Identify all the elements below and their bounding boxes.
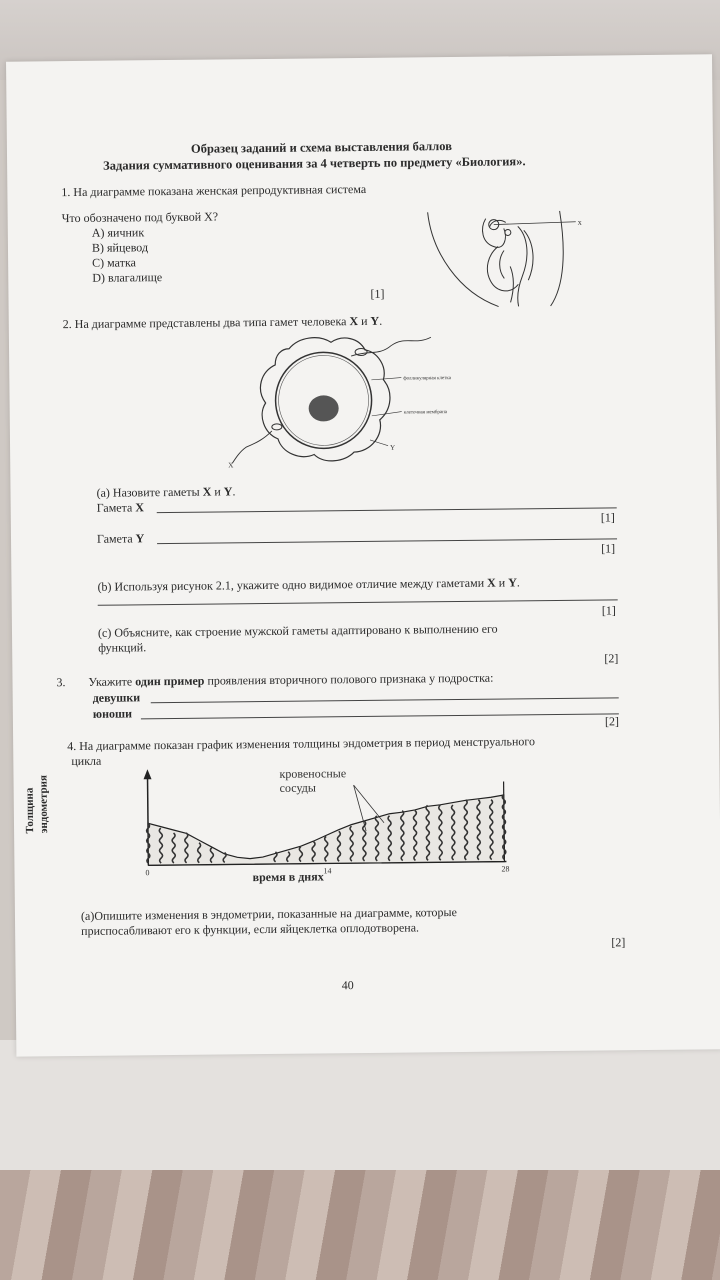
q1-diagram-label-x: x (577, 217, 582, 227)
chart-y-axis-arrow (143, 769, 151, 779)
q1-option-d: D) влагалище (92, 270, 163, 285)
q2c-text: (c) Объясните, как строение мужской гаметы адаптировано к выполнению его (97, 621, 498, 640)
chart-x-tick-label: 28 (501, 864, 510, 874)
gamete-x-answer-line[interactable] (157, 507, 617, 513)
paper-sheet-below (0, 1040, 720, 1180)
chart-annotation-line-1: кровеносные (279, 766, 347, 781)
q2b-answer-line[interactable] (98, 599, 618, 605)
q1-option-a: A) яичник (91, 225, 145, 240)
chart-ylabel-line-2: эндометрия (37, 775, 51, 834)
label-follicular-cell: фолликулярная клетка (403, 376, 452, 382)
gametes-diagram (219, 329, 480, 472)
egg-nucleus (309, 395, 339, 421)
chart-ylabel-line-1: Толщина (23, 787, 37, 834)
reproductive-system-diagram (418, 206, 599, 313)
gamete-y-label: Гамета Y (96, 531, 145, 546)
q4-title: 4. На диаграмме показан график изменения толщины эндометрия в период менструального (67, 734, 536, 754)
label-y: Y (390, 443, 396, 452)
header-line-2: Задания суммативного оценивания за 4 четверть по предмету «Биология». (103, 154, 526, 173)
q4a-marks: [2] (611, 935, 626, 950)
q1-question: Что обозначено под буквой X? (61, 209, 219, 226)
tablecloth (0, 1170, 720, 1280)
q4a-text-2: приспосабливают его к функции, если яйцеклетка оплодотворена. (81, 920, 420, 938)
q2b-marks: [1] (601, 603, 616, 618)
chart-xlabel: время в днях (252, 869, 324, 885)
q3-number: 3. (56, 675, 66, 690)
q1-option-c: C) матка (92, 255, 136, 270)
header-line-1: Образец заданий и схема выставления баллов (190, 139, 453, 156)
q2c-text-2: функций. (98, 640, 147, 655)
q4-title-2: цикла (71, 753, 102, 769)
q3-girls-label: девушки (92, 690, 141, 705)
label-x: X (228, 461, 234, 470)
chart-x-tick-label: 0 (145, 868, 150, 878)
chart-annotation-line-2: сосуды (279, 780, 316, 795)
q2a-marks-1: [1] (600, 510, 615, 525)
q2-title: 2. На диаграмме представлены два типа гамет человека X и Y. (62, 313, 383, 332)
q3-boys-label: юноши (92, 706, 133, 721)
q3-girls-answer-line[interactable] (151, 697, 619, 703)
q1-title: 1. На диаграмме показана женская репродуктивная система (61, 181, 367, 200)
q1-marks: [1] (370, 286, 385, 301)
q2b-text: (b) Используя рисунок 2.1, укажите одно видимое отличие между гаметами X и Y. (97, 575, 520, 594)
sperm-head-1 (355, 348, 367, 355)
q1-option-b: B) яйцевод (91, 240, 149, 255)
q3-marks: [2] (604, 714, 620, 729)
q4a-text: (a)Опишите изменения в эндометрии, показанные на диаграмме, которые (80, 905, 457, 923)
q2a-marks-2: [1] (601, 541, 616, 556)
gamete-x-label: Гамета X (96, 500, 145, 515)
q2a-text: (a) Назовите гаметы X и Y. (96, 484, 236, 500)
sperm-tail-2 (232, 431, 272, 463)
chart-x-tick-label: 14 (323, 866, 332, 876)
label-cell-membrane: клеточная мембрана (403, 410, 448, 416)
page-number: 40 (341, 978, 354, 993)
q3-boys-answer-line[interactable] (141, 713, 619, 719)
worksheet-page (6, 54, 720, 1056)
q3-text: Укажите один пример проявления вторичного полового признака у подростка: (88, 670, 494, 689)
q2c-marks: [2] (604, 651, 619, 666)
gamete-y-answer-line[interactable] (157, 538, 617, 544)
